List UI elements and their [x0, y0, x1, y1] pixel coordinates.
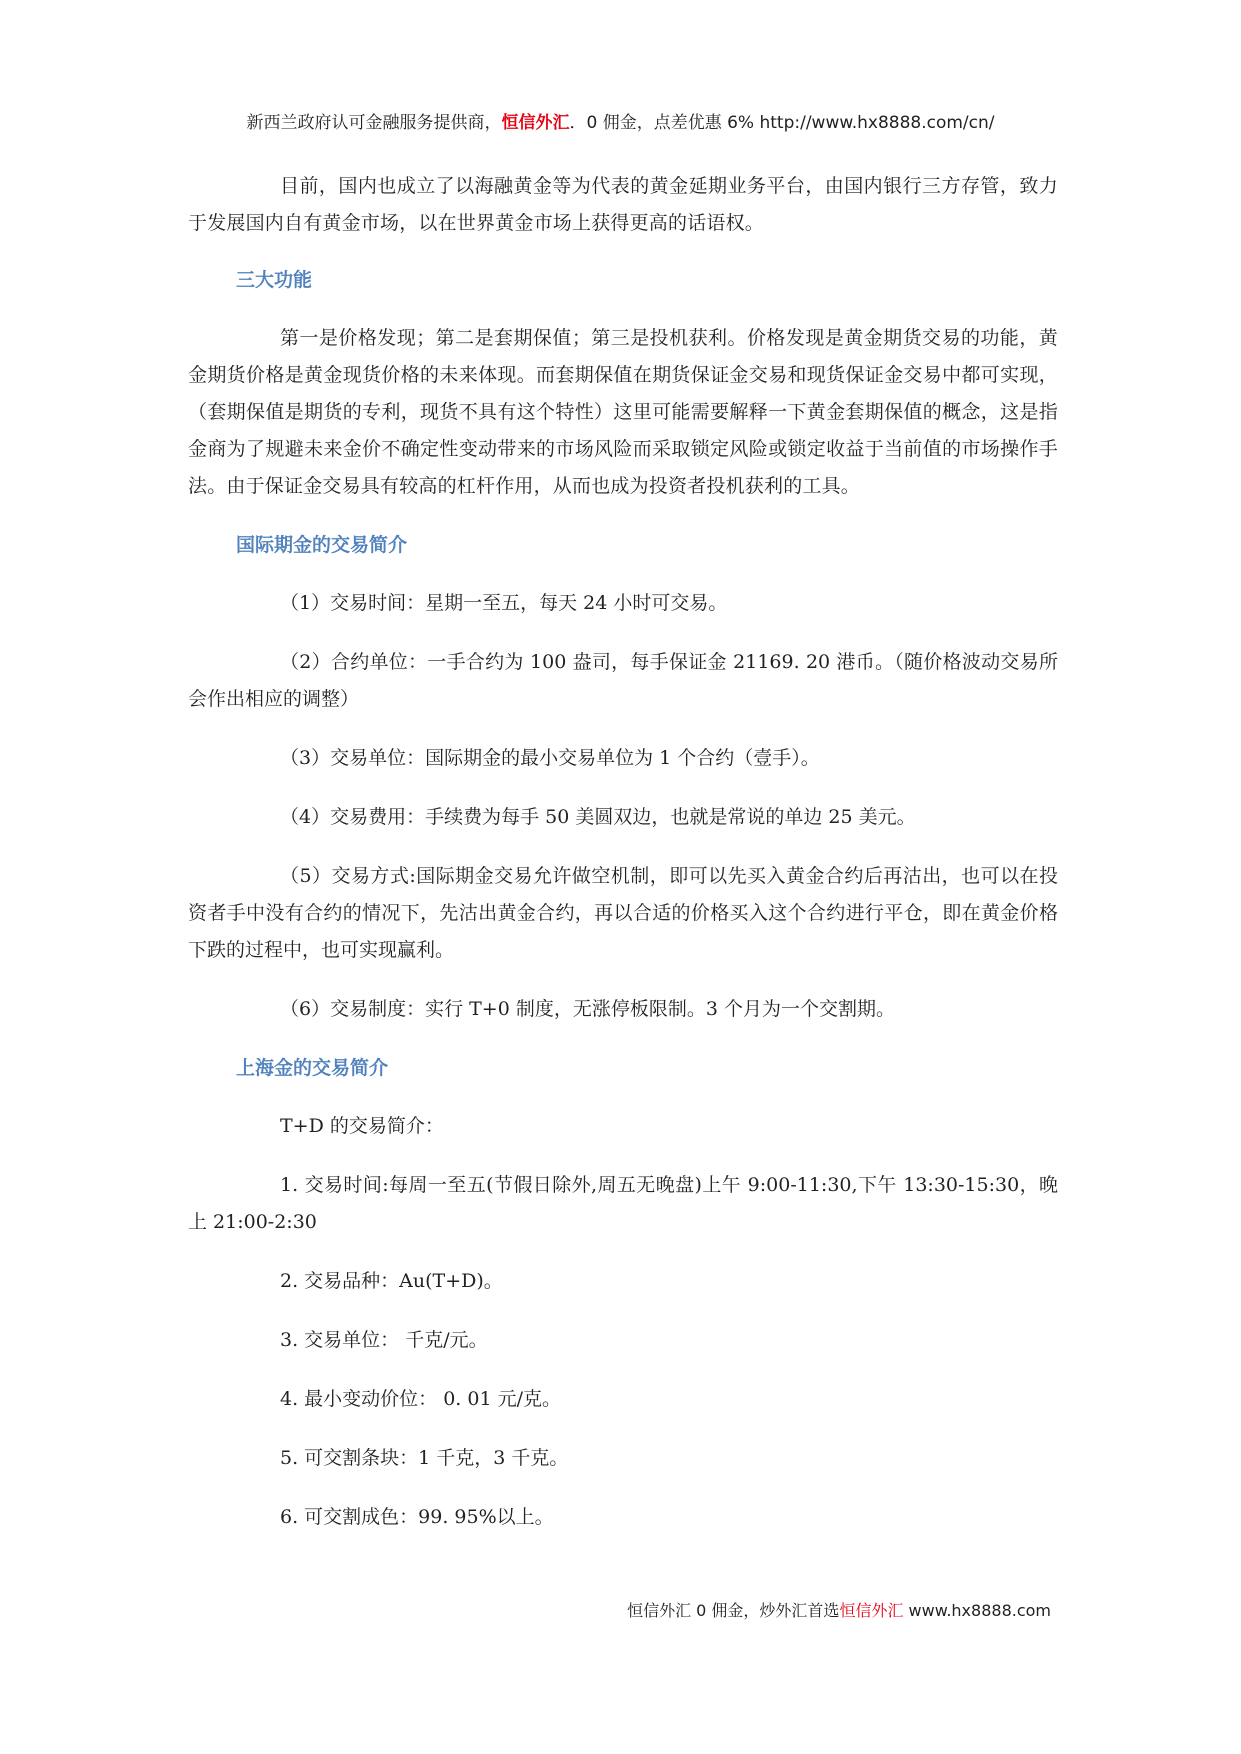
section-heading-shanghai-gold: 上海金的交易简介 [236, 1057, 389, 1079]
list-item: T+D 的交易简介： [280, 1115, 444, 1137]
list-item: （2）合约单位：一手合约为 100 盎司，每手保证金 21169. 20 港币。（随价格波动交易所会作出相应的调整） [188, 651, 1058, 710]
functions-paragraph: 第一是价格发现；第二是套期保值；第三是投机获利。价格发现是黄金期货交易的功能，黄金期货价格是黄金现货价格的未来体现。而套期保值在期货保证金交易和现货保证金交易中都可实现，（套期保值是期货的专利，现货不具有这个特性）这里可能需要解释一下黄金套期保值的概念，这是指金商为了规避未来金价不确定性变动带来的市场风险而采取锁定风险或锁定收益于当前值的市场操作手法。由于保证金交易具有较高的杠杆作用，从而也成为投资者投机获利的工具。 [188, 327, 1058, 497]
header-prefix: 新西兰政府认可金融服务提供商， [246, 113, 502, 133]
intro-paragraph: 目前，国内也成立了以海融黄金等为代表的黄金延期业务平台，由国内银行三方存管，致力于发展国内自有黄金市场，以在世界黄金市场上获得更高的话语权。 [188, 175, 1058, 234]
page-header [0, 108, 1241, 133]
footer-prefix: 恒信外汇 0 佣金，炒外汇首选 [627, 1601, 840, 1620]
list-item: 4. 最小变动价位： 0. 01 元/克。 [280, 1388, 561, 1410]
document-body [188, 168, 1058, 1558]
header-suffix: ．0 佣金，点差优惠 6% http://www.hx8888.com/cn/ [569, 113, 995, 133]
list-item: （6）交易制度：实行 T+0 制度，无涨停板限制。3 个月为一个交割期。 [280, 998, 895, 1020]
list-item: （4）交易费用：手续费为每手 50 美圆双边，也就是常说的单边 25 美元。 [280, 806, 916, 828]
section-heading-international-gold: 国际期金的交易简介 [236, 534, 408, 556]
list-item: （5）交易方式:国际期金交易允许做空机制，即可以先买入黄金合约后再沽出，也可以在投资者手中没有合约的情况下，先沽出黄金合约，再以合适的价格买入这个合约进行平仓，即在黄金价格下跌的过程中，也可实现赢利。 [188, 865, 1058, 961]
list-item: 6. 可交割成色：99. 95%以上。 [280, 1506, 554, 1528]
list-item: （3）交易单位：国际期金的最小交易单位为 1 个合约（壹手）。 [280, 747, 820, 769]
list-item: 2. 交易品种：Au(T+D)。 [280, 1270, 503, 1292]
list-item: 3. 交易单位： 千克/元。 [280, 1329, 488, 1351]
section-heading-functions: 三大功能 [236, 269, 313, 291]
footer-suffix: www.hx8888.com [903, 1601, 1051, 1620]
header-brand-link[interactable]: 恒信外汇 [501, 113, 570, 133]
page-footer [627, 1598, 1051, 1621]
footer-brand-link[interactable]: 恒信外汇 [839, 1601, 904, 1620]
list-item: 5. 可交割条块：1 千克，3 千克。 [280, 1447, 569, 1469]
list-item: 1. 交易时间:每周一至五(节假日除外,周五无晚盘)上午 9:00-11:30,下午 13:30-15:30，晚上 21:00-2:30 [188, 1174, 1058, 1233]
list-item: （1）交易时间：星期一至五，每天 24 小时可交易。 [280, 592, 728, 614]
